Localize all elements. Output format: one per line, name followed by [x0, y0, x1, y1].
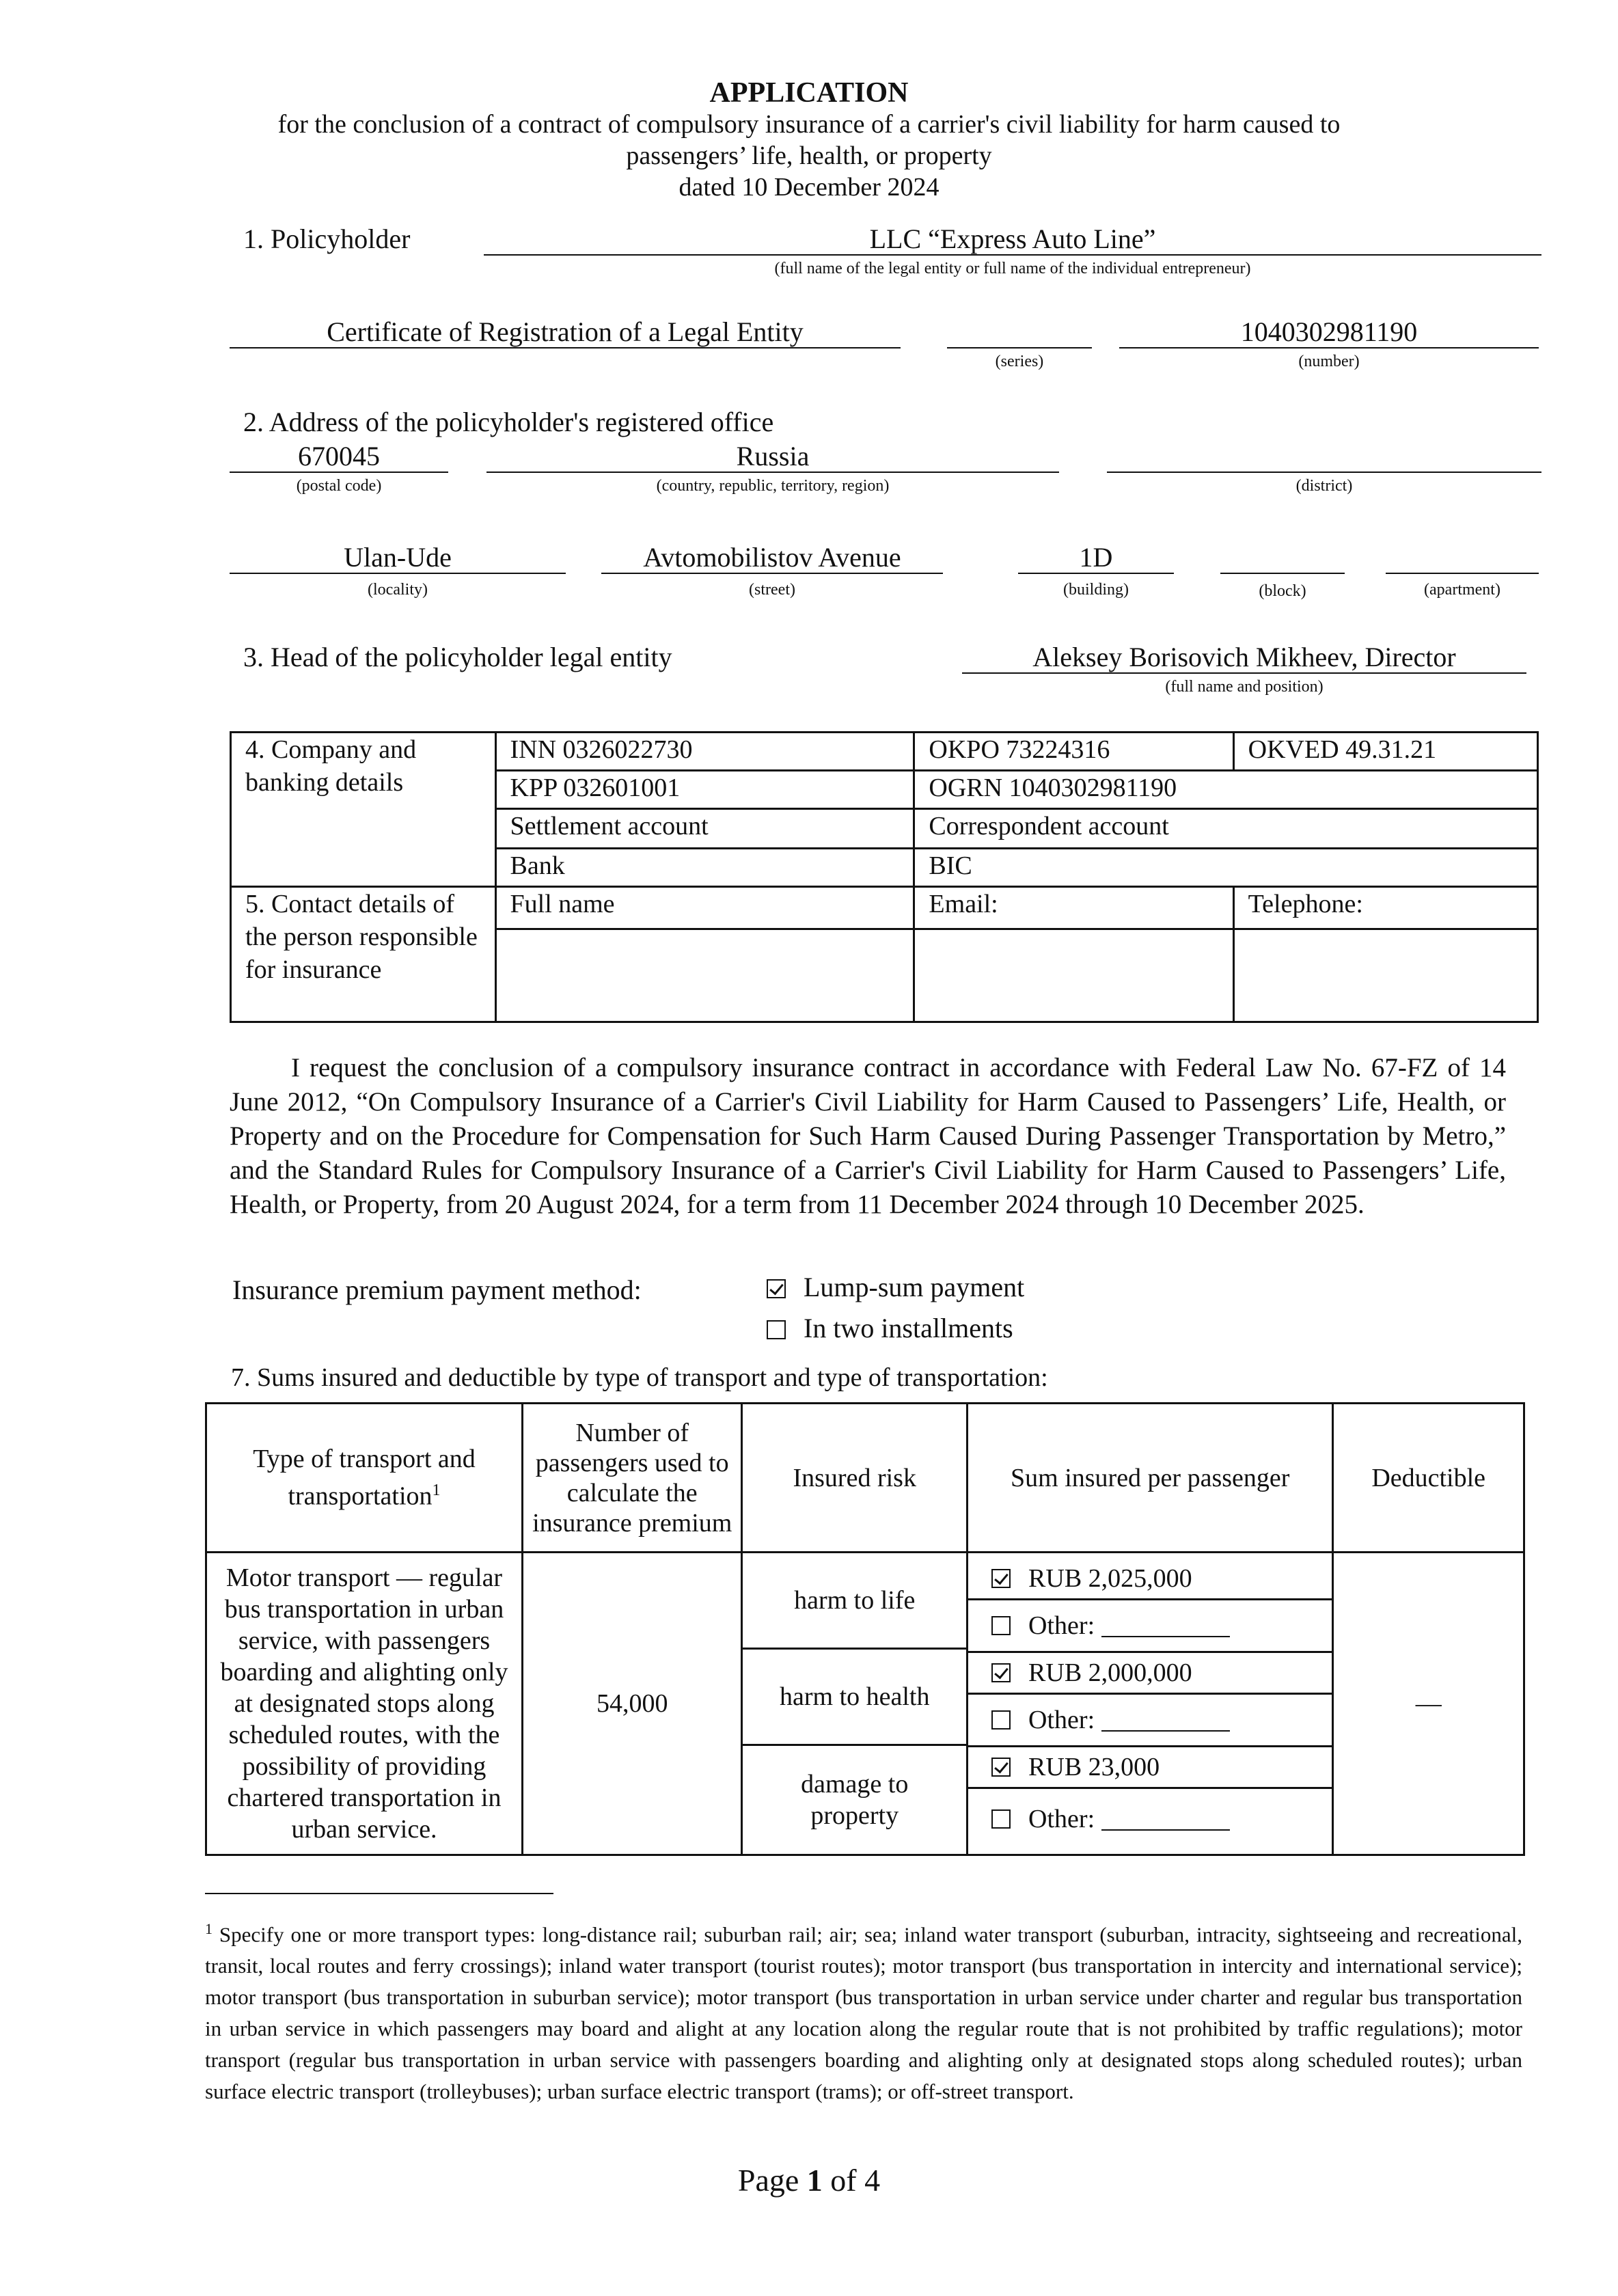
risk-harm-to-life: harm to life	[794, 1586, 916, 1615]
policyholder-name-caption: (full name of the legal entity or full name of the individual entrepreneur)	[774, 260, 1251, 277]
property-sum-value: RUB 23,000	[1028, 1752, 1160, 1781]
empty-checkbox-icon	[767, 1320, 786, 1339]
telephone-value	[1233, 929, 1537, 1022]
payment-method-label: Insurance premium payment method:	[232, 1274, 642, 1305]
policyholder-name: LLC “Express Auto Line”	[869, 223, 1156, 254]
okved-cell: OKVED 49.31.21	[1233, 733, 1537, 771]
head-name-position: Aleksey Borisovich Mikheev, Director	[1032, 642, 1456, 672]
header-insured-risk: Insured risk	[742, 1404, 968, 1553]
footnote-text: Specify one or more transport types: long-distance rail; suburban rail; air; sea; inland water transport (suburban, intracity, sightseeing and recreational, transit, local routes and ferry crossings); inland water transport (tourist routes); motor transport (bus transportation in intercity and international service); motor transport (bus transportation in suburban service); motor transport (bus transportation in urban service under charter and regular bus transportation in urban service in which passengers may board and alight at any location along the regular route that is not prohibited by traffic regulations); motor transport (regular bus transportation in urban service with passengers boarding and alighting only at designated stops along scheduled routes); urban surface electric transport (trolleybuses); urban surface electric transport (trams); or off-street transport.	[205, 1922, 1523, 2104]
country-region: Russia	[736, 441, 810, 472]
country-line	[486, 472, 1059, 473]
checked-checkbox-icon	[991, 1663, 1011, 1682]
page-prefix: Page	[737, 2163, 799, 2198]
head-line	[962, 672, 1526, 674]
correspondent-account-cell: Correspondent account	[914, 809, 1538, 849]
property-sum-option	[968, 1745, 1332, 1787]
payment-option-lump-sum	[767, 1271, 1024, 1303]
life-sum-value: RUB 2,025,000	[1028, 1563, 1192, 1593]
street-line	[601, 573, 943, 574]
health-sum-value: RUB 2,000,000	[1028, 1658, 1192, 1687]
bank-cell: Bank	[495, 849, 914, 887]
full-name-value	[495, 929, 914, 1022]
telephone-header: Telephone:	[1233, 887, 1537, 929]
deductible-cell: —	[1333, 1553, 1524, 1855]
passenger-count-cell: 54,000	[523, 1553, 742, 1855]
locality-caption: (locality)	[368, 581, 428, 599]
empty-checkbox-icon	[991, 1809, 1011, 1829]
building: 1D	[1079, 542, 1113, 573]
ogrn-cell: OGRN 1040302981190	[914, 771, 1538, 809]
company-banking-label: 4. Company and banking details	[231, 733, 496, 887]
checked-checkbox-icon	[991, 1758, 1011, 1777]
risk-damage-to-property: damage to property	[801, 1770, 909, 1830]
life-other-option	[968, 1598, 1332, 1651]
footnote	[205, 1913, 1522, 2107]
okpo-cell: OKPO 73224316	[914, 733, 1233, 771]
policyholder-name-line	[484, 254, 1541, 256]
page-of: of	[830, 2163, 857, 2198]
district-line	[1107, 472, 1541, 473]
property-other-blank	[1101, 1807, 1230, 1831]
locality: Ulan-Ude	[344, 542, 452, 573]
life-sum-option	[968, 1559, 1332, 1598]
footnote-separator	[205, 1893, 553, 1894]
health-other-option	[968, 1693, 1332, 1745]
company-details-table	[230, 731, 1539, 1023]
series-caption: (series)	[995, 353, 1044, 370]
full-name-header: Full name	[495, 887, 914, 929]
sums-insured-table	[205, 1402, 1525, 1856]
street: Avtomobilistov Avenue	[643, 542, 901, 573]
registration-number: 1040302981190	[1240, 316, 1418, 347]
header-passenger-count: Number of passengers used to calculate the insurance premium	[523, 1404, 742, 1553]
request-paragraph: I request the conclusion of a compulsory insurance contract in accordance with Federal Law No. 67-FZ of 14 June 2012, “On Compulsory Insurance of a Carrier's Civil Liability for Harm Caused to Passengers’ Life, Health, or Property and on the Procedure for Compensation for Such Harm Caused During Passenger Transportation by Metro,” and the Standard Rules for Compulsory Insurance of a Carrier's Civil Liability for Harm Caused to Passengers’ Life, Health, or Property, from 20 August 2024, for a term from 11 December 2024 through 10 December 2025.	[230, 1053, 1506, 1219]
registration-number-line	[1119, 347, 1539, 348]
page-current: 1	[806, 2163, 823, 2198]
health-other-blank	[1101, 1708, 1230, 1732]
block-line	[1220, 573, 1345, 574]
contact-person-label: 5. Contact details of the person responsible for insurance	[231, 887, 496, 1022]
email-header: Email:	[914, 887, 1233, 929]
title-line-2: passengers’ life, health, or property	[626, 141, 992, 170]
document-date: dated 10 December 2024	[678, 173, 940, 202]
country-caption: (country, republic, territory, region)	[656, 477, 890, 495]
number-caption: (number)	[1298, 353, 1360, 370]
postal-code-caption: (postal code)	[296, 477, 382, 495]
sums-insured-label: 7. Sums insured and deductible by type of transport and type of transportation:	[231, 1363, 1048, 1392]
health-sum-option	[968, 1651, 1332, 1693]
checked-checkbox-icon	[767, 1279, 786, 1298]
registration-doc-line	[230, 347, 901, 348]
bic-cell: BIC	[914, 849, 1538, 887]
building-caption: (building)	[1063, 581, 1129, 599]
postal-code: 670045	[298, 441, 380, 472]
building-line	[1018, 573, 1174, 574]
risk-column	[742, 1553, 968, 1855]
district-caption: (district)	[1295, 477, 1353, 495]
property-other-label: Other:	[1028, 1804, 1095, 1833]
header-sum-insured: Sum insured per passenger	[968, 1404, 1333, 1553]
header-deductible: Deductible	[1333, 1404, 1524, 1553]
registration-doc-type: Certificate of Registration of a Legal Entity	[327, 316, 804, 347]
registration-series-line	[947, 347, 1092, 348]
apartment-caption: (apartment)	[1424, 581, 1500, 599]
lump-sum-label: Lump-sum payment	[804, 1272, 1025, 1302]
risk-harm-to-health: harm to health	[743, 1648, 966, 1746]
head-caption: (full name and position)	[1165, 678, 1324, 696]
page-number	[0, 2162, 1618, 2198]
empty-checkbox-icon	[991, 1710, 1011, 1730]
transport-type-cell: Motor transport — regular bus transportation in urban service, with passengers boarding and alighting only at designated stops along scheduled routes, with the possibility of providing chartered transportation in urban service.	[206, 1553, 523, 1855]
locality-line	[230, 573, 566, 574]
settlement-account-cell: Settlement account	[495, 809, 914, 849]
email-value	[914, 929, 1233, 1022]
header-transport-type-text: Type of transport and transportation	[253, 1445, 476, 1511]
life-other-blank	[1101, 1614, 1230, 1637]
block-caption: (block)	[1259, 582, 1306, 600]
header-transport-type	[206, 1404, 523, 1553]
head-label: 3. Head of the policyholder legal entity	[243, 642, 672, 672]
street-caption: (street)	[749, 581, 795, 599]
kpp-cell: KPP 032601001	[495, 771, 914, 809]
policyholder-label: 1. Policyholder	[243, 223, 411, 254]
page-total: 4	[864, 2163, 881, 2198]
postal-code-line	[230, 472, 448, 473]
document-title: APPLICATION	[709, 77, 909, 109]
footnote-mark: 1	[205, 1920, 212, 1937]
life-other-label: Other:	[1028, 1611, 1095, 1640]
payment-option-installments	[767, 1312, 1013, 1344]
health-other-label: Other:	[1028, 1705, 1095, 1734]
address-label: 2. Address of the policyholder's registered office	[243, 407, 774, 437]
sum-insured-column	[968, 1553, 1333, 1855]
footnote-ref-mark: 1	[432, 1481, 441, 1500]
title-line-1: for the conclusion of a contract of compulsory insurance of a carrier's civil liability for harm caused to	[277, 110, 1341, 139]
apartment-line	[1386, 573, 1539, 574]
property-other-option	[968, 1787, 1332, 1849]
checked-checkbox-icon	[991, 1569, 1011, 1588]
empty-checkbox-icon	[991, 1616, 1011, 1635]
inn-cell: INN 0326022730	[495, 733, 914, 771]
installments-label: In two installments	[804, 1313, 1013, 1343]
